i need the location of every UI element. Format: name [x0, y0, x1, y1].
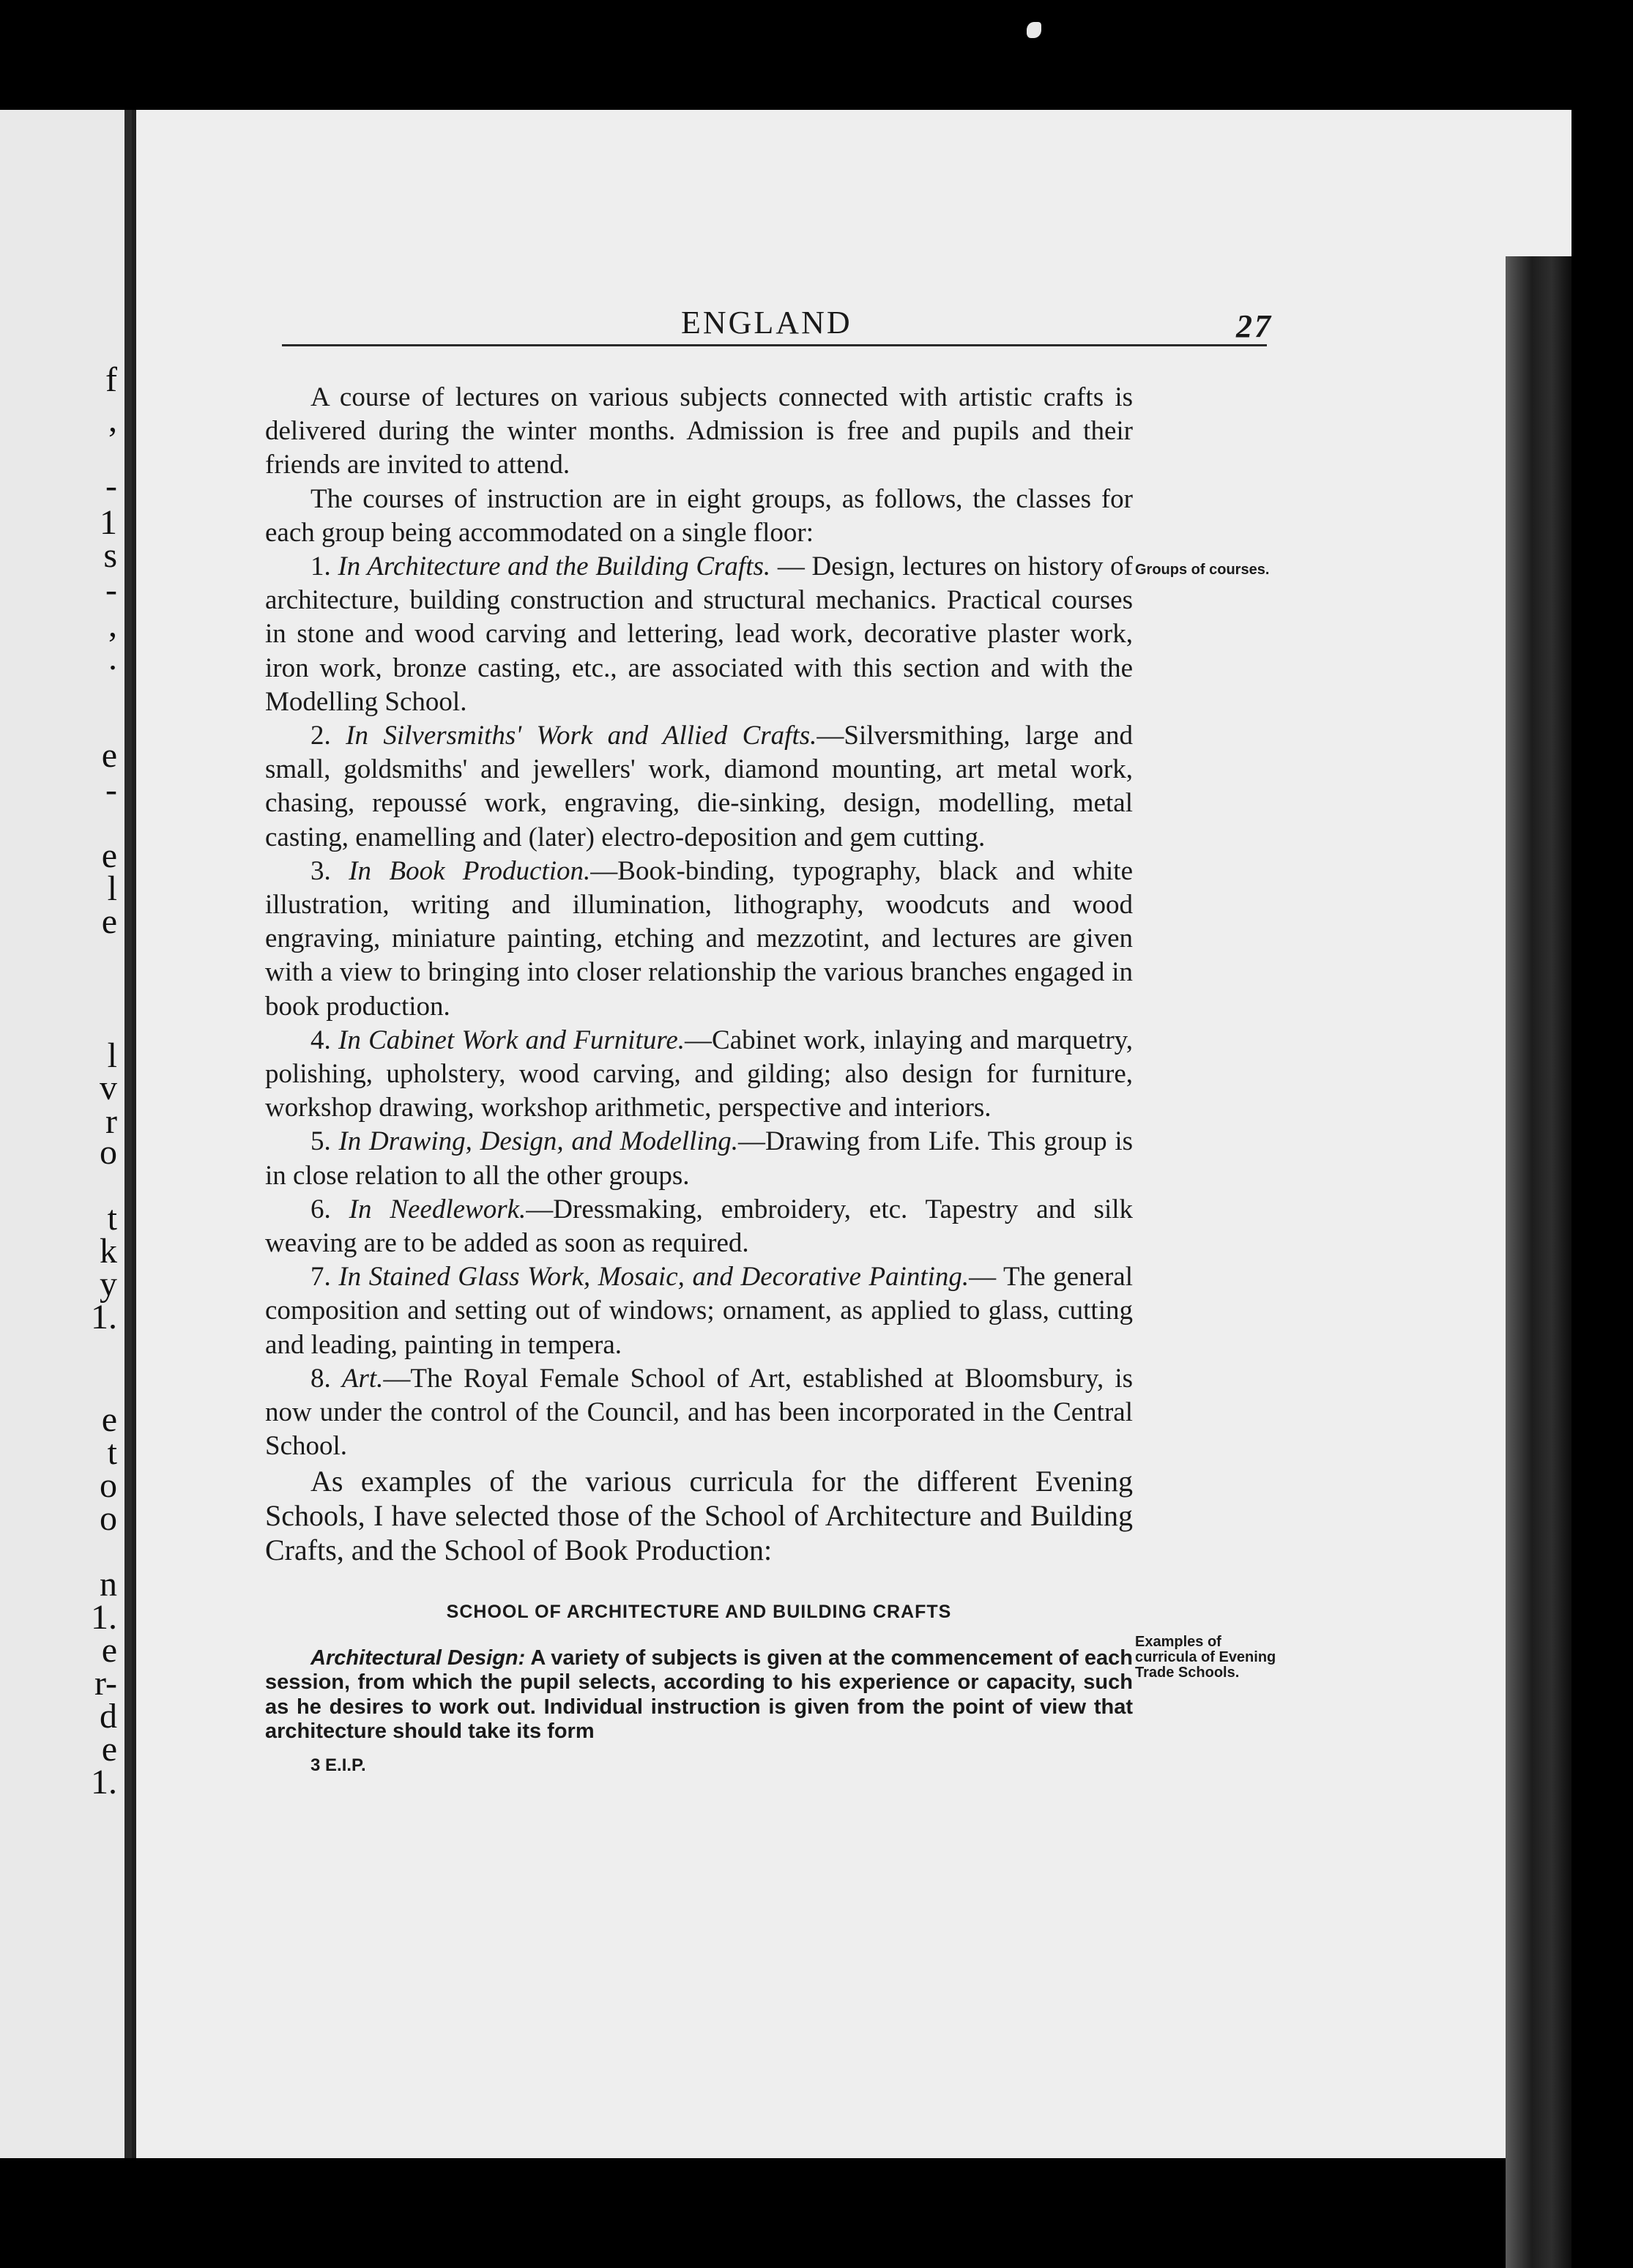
left-page-fragment: ,	[108, 401, 117, 439]
left-page-fragment: 1.	[91, 1298, 117, 1336]
group-number: 2.	[310, 721, 331, 751]
left-page-fragment: e	[101, 836, 117, 875]
paragraph-examples: As examples of the various curricula for the different Evening Schools, I have selected those of the School of Architecture and Building Crafts, and the School of Book Production:	[265, 1464, 1133, 1566]
section-text: A variety of subjects is given at the commencement of each session, from which the pupil selects, according to his experience or capacity, such as he desires to work out. Individual instruction is given from the point of view that architecture should take its form	[265, 1646, 1134, 1744]
group-description: —Drawing from Life. This group is in close relation to all the other groups.	[265, 1126, 1133, 1191]
group-description: — Design, lectures on history of architecture, building construction and structural mechanics. Practical courses in stone and wood carving and lettering, lead work, decorative plaster work, iron work, bronze casting, etc., are associated with this section and with the Modelling School.	[265, 551, 1133, 717]
margin-note-examples: Examples of curricula of Evening Trade Schools.	[1135, 1634, 1276, 1681]
paragraph-courses-intro: The courses of instruction are in eight groups, as follows, the classes for each group being accommodated on a single floor:	[265, 483, 1133, 548]
page-edge-shadow	[1506, 256, 1571, 2268]
left-page-fragment: v	[100, 1068, 117, 1107]
section-lead: Architectural Design:	[310, 1646, 526, 1670]
left-page-fragment: -	[105, 770, 117, 809]
left-page-fragment: ,	[108, 606, 117, 644]
left-page-fragment: e	[101, 902, 117, 941]
left-page-fragment: e	[101, 1400, 117, 1439]
section-paragraph	[265, 1646, 1133, 1744]
left-page-fragment: k	[100, 1232, 117, 1271]
signature-mark: 3 E.I.P.	[310, 1755, 366, 1775]
group-description: —Dressmaking, embroidery, etc. Tapestry and silk weaving are to be added as soon as required.	[265, 1194, 1133, 1259]
group-title: In Drawing, Design, and Modelling.	[338, 1126, 738, 1157]
left-page-fragment: 1.	[91, 1598, 117, 1637]
body-text	[265, 381, 1133, 1782]
left-page-fragment: d	[100, 1697, 117, 1736]
group-4	[265, 1024, 1133, 1126]
group-title: In Architecture and the Building Crafts.	[338, 551, 771, 582]
group-description: —Book-binding, typography, black and white illustration, writing and illumination, lithography, woodcuts and wood engraving, miniature painting, etching and mezzotint, and lectures are given with a view to bringing into closer relationship the various branches engaged in book production.	[265, 855, 1133, 1022]
left-page-fragment: 1	[100, 503, 117, 542]
left-page-fragment: l	[107, 1036, 117, 1075]
left-page-fragment: t	[107, 1199, 117, 1238]
left-page-fragment: r-	[94, 1664, 117, 1703]
left-page-fragment: e	[101, 1631, 117, 1670]
left-page-fragment: o	[100, 1499, 117, 1538]
running-head: ENGLAND	[681, 305, 852, 341]
group-2	[265, 719, 1133, 855]
group-1	[265, 550, 1133, 719]
group-number: 7.	[310, 1262, 331, 1293]
group-title: In Silversmiths' Work and Allied Crafts.	[346, 721, 817, 751]
left-page-edge	[0, 110, 132, 2158]
dust-speck	[1027, 22, 1041, 38]
left-page-fragment: n	[100, 1565, 117, 1604]
left-page-fragment: e	[101, 736, 117, 775]
group-3	[265, 855, 1133, 1024]
left-page-fragment: s	[103, 536, 117, 575]
group-description: —The Royal Female School of Art, established at Bloomsbury, is now under the control of the Council, and has been incorporated in the Central School.	[265, 1363, 1134, 1462]
group-5	[265, 1125, 1133, 1192]
group-number: 3.	[310, 855, 331, 886]
left-page-fragment: 1.	[91, 1763, 117, 1802]
group-title: Art.	[341, 1363, 384, 1394]
left-page-fragment: r	[105, 1102, 117, 1141]
paragraph-lectures: A course of lectures on various subjects connected with artistic crafts is delivered during the winter months. Admission is free and pupils and their friends are invited to attend.	[265, 382, 1133, 480]
group-number: 5.	[310, 1126, 331, 1157]
left-page-fragment: -	[105, 466, 117, 505]
group-description: —Silversmithing, large and small, goldsmiths' and jewellers' work, diamond mounting, art metal work, chasing, repoussé work, engraving, die-sinking, design, modelling, metal casting, enamelling and (later) electro-deposition and gem cutting.	[265, 721, 1134, 852]
left-page-fragment: o	[100, 1133, 117, 1172]
group-number: 8.	[310, 1363, 331, 1394]
page-number: 27	[1236, 308, 1273, 344]
left-page-fragment: l	[107, 869, 117, 908]
left-page-fragment: .	[108, 639, 117, 677]
group-6	[265, 1193, 1133, 1260]
margin-note-groups: Groups of courses.	[1135, 562, 1270, 578]
left-page-fragment: y	[100, 1265, 117, 1304]
group-7	[265, 1260, 1133, 1362]
group-title: In Cabinet Work and Furniture.	[338, 1025, 685, 1055]
group-number: 1.	[310, 551, 331, 582]
section-heading: SCHOOL OF ARCHITECTURE AND BUILDING CRAFTS	[446, 1601, 952, 1622]
group-number: 6.	[310, 1194, 331, 1224]
left-page-fragment: e	[101, 1730, 117, 1769]
group-8	[265, 1362, 1133, 1464]
left-page-fragment: f	[105, 360, 117, 399]
header-rule	[282, 344, 1267, 346]
left-page-fragment: o	[100, 1466, 117, 1505]
group-description: —Cabinet work, inlaying and marquetry, polishing, upholstery, wood carving, and gilding; also design for furniture, workshop drawing, workshop arithmetic, perspective and interiors.	[265, 1025, 1134, 1123]
group-title: In Needlework.	[349, 1194, 527, 1224]
group-title: In Stained Glass Work, Mosaic, and Decorative Painting.	[338, 1262, 970, 1293]
group-title: In Book Production.	[349, 855, 591, 886]
left-page-fragment: -	[105, 570, 117, 609]
left-page-fragment: t	[107, 1433, 117, 1472]
group-description: — The general composition and setting out of windows; ornament, as applied to glass, cutting and leading, painting in tempera.	[265, 1262, 1134, 1360]
group-number: 4.	[310, 1025, 331, 1055]
